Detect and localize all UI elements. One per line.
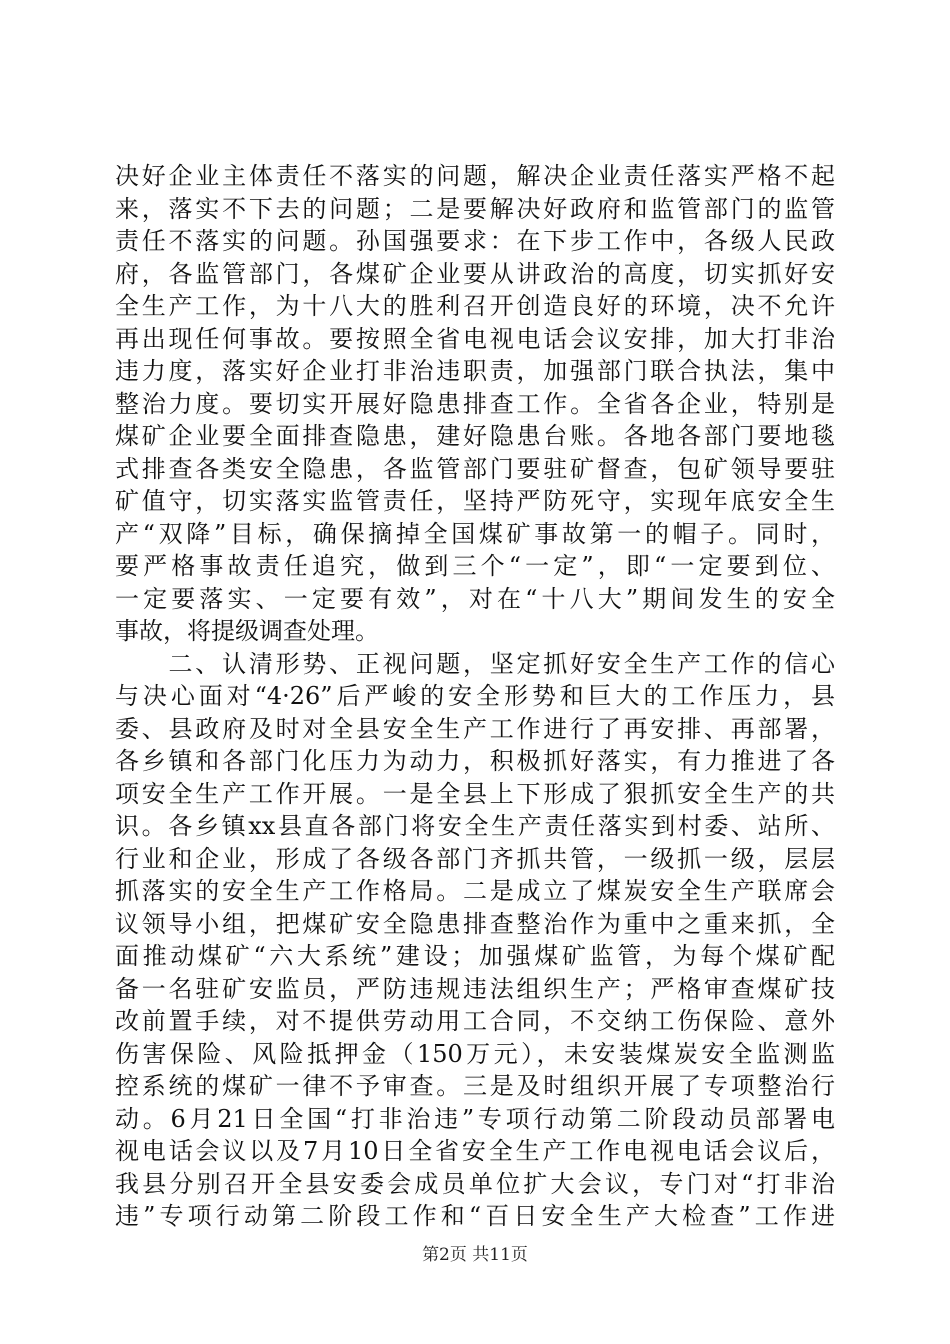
- text-line: 来，落实不下去的问题；二是要解决好政府和监管部门的监管: [115, 194, 835, 223]
- text-line: 式排查各类安全隐患，各监管部门要驻矿督查，包矿领导要驻: [115, 454, 835, 483]
- text-line: 违力度，落实好企业打非治违职责，加强部门联合执法，集中: [115, 357, 835, 385]
- text-line: 备一名驻矿安监员，严防违规违法组织生产；严格审查煤矿技: [115, 974, 835, 1003]
- text-line: 府，各监管部门，各煤矿企业要从讲政治的高度，切实抓好安: [115, 259, 835, 288]
- text-line: 面推动煤矿“六大系统”建设；加强煤矿监管，为每个煤矿配: [115, 942, 835, 970]
- text-line: 再出现任何事故。要按照全省电视电话会议安排，加大打非治: [115, 324, 835, 353]
- page-number-footer: 第2页 共11页: [422, 1245, 528, 1265]
- document-body: [115, 160, 835, 1233]
- text-line: 改前置手续，对不提供劳动用工合同，不交纳工伤保险、意外: [115, 1007, 835, 1035]
- text-line: 控系统的煤矿一律不予审查。三是及时组织开展了专项整治行: [115, 1072, 835, 1100]
- text-line: 产“双降”目标，确保摘掉全国煤矿事故第一的帽子。同时，: [115, 519, 835, 548]
- text-line: 决好企业主体责任不落实的问题，解决企业责任落实严格不起: [115, 162, 835, 190]
- text-line: 抓落实的安全生产工作格局。二是成立了煤炭安全生产联席会: [115, 877, 835, 905]
- text-line: 我县分别召开全县安委会成员单位扩大会议，专门对“打非治: [115, 1169, 835, 1198]
- text-line: 整治力度。要切实开展好隐患排查工作。全省各企业，特别是: [115, 389, 835, 418]
- text-line: 事故，将提级调查处理。: [115, 617, 379, 645]
- text-line: 议领导小组，把煤矿安全隐患排查整治作为重中之重来抓，全: [115, 909, 835, 938]
- text-line: 各乡镇和各部门化压力为动力，积极抓好落实，有力推进了各: [115, 747, 835, 775]
- text-line: 全生产工作，为十八大的胜利召开创造良好的环境，决不允许: [115, 292, 835, 320]
- text-line: 违”专项行动第二阶段工作和“百日安全生产大检查”工作进: [115, 1202, 835, 1230]
- text-line: 委、县政府及时对全县安全生产工作进行了再安排、再部署，: [115, 714, 835, 743]
- text-line: 视电话会议以及7月10日全省安全生产工作电视电话会议后，: [115, 1137, 835, 1165]
- text-line: 要严格事故责任追究，做到三个“一定”，即“一定要到位、: [115, 552, 835, 580]
- text-line: 动。6月21日全国“打非治违”专项行动第二阶段动员部署电: [115, 1104, 835, 1133]
- text-line: 与决心面对“4·26”后严峻的安全形势和巨大的工作压力，县: [115, 682, 835, 710]
- text-line: 项安全生产工作开展。一是全县上下形成了狠抓安全生产的共: [115, 779, 835, 808]
- text-line: 伤害保险、风险抵押金（150万元），未安装煤炭安全监测监: [115, 1039, 835, 1068]
- text-line: 识。各乡镇xx县直各部门将安全生产责任落实到村委、站所、: [115, 812, 835, 840]
- text-line: 二、认清形势、正视问题，坚定抓好安全生产工作的信心: [115, 649, 835, 678]
- text-line: 矿值守，切实落实监管责任，坚持严防死守，实现年底安全生: [115, 487, 835, 515]
- text-line: 责任不落实的问题。孙国强要求：在下步工作中，各级人民政: [115, 227, 835, 255]
- text-line: 煤矿企业要全面排查隐患，建好隐患台账。各地各部门要地毯: [115, 422, 835, 450]
- text-line: 一定要落实、一定要有效”，对在“十八大”期间发生的安全: [115, 584, 835, 613]
- text-line: 行业和企业，形成了各级各部门齐抓共管，一级抓一级，层层: [115, 844, 835, 873]
